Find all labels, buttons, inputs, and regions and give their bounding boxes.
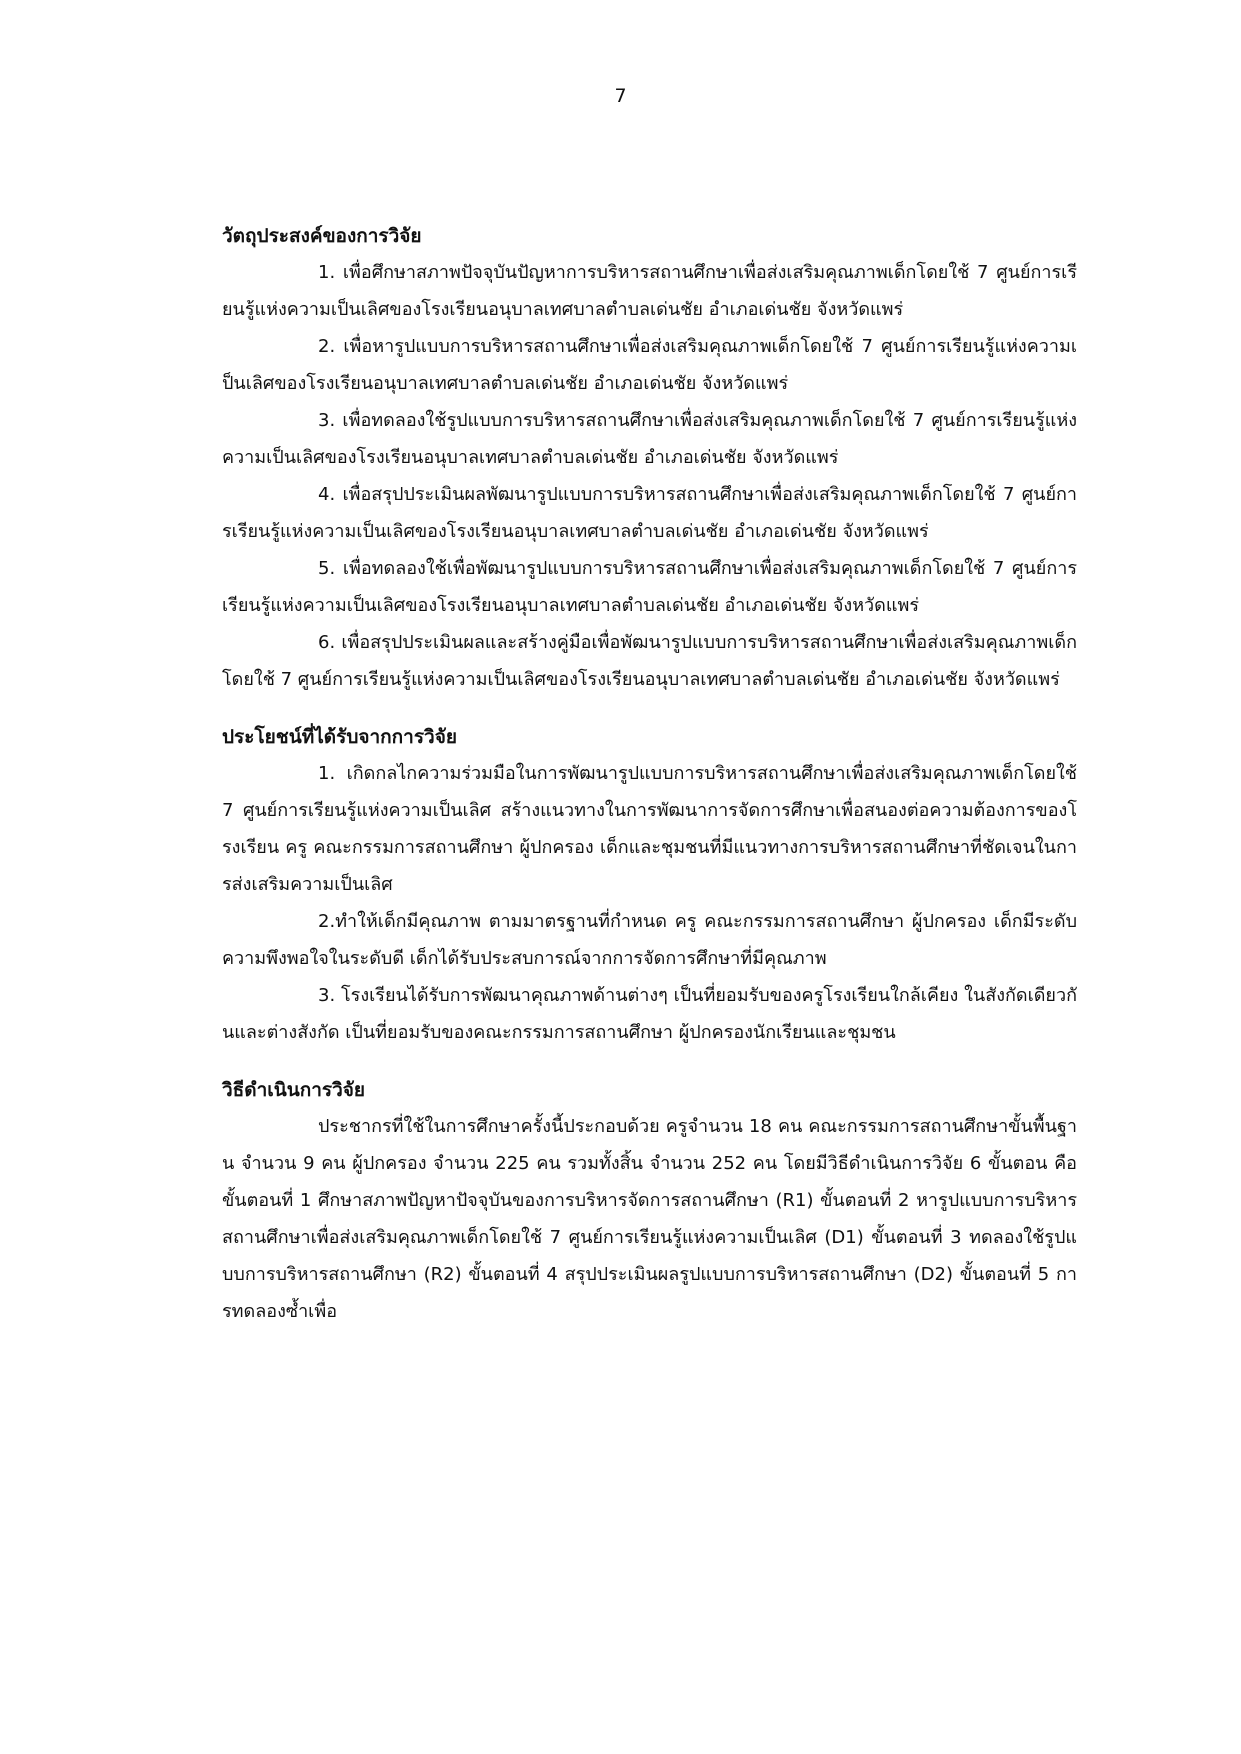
section-title: ประโยชน์ที่ได้รับจากการวิจัย	[222, 726, 457, 748]
paragraph: 1. เพื่อศึกษาสภาพปัจจุบันปัญหาการบริหารสถานศึกษาเพื่อส่งเสริมคุณภาพเด็กโดยใช้ 7 ศูนย์การเรียนรู้แห่งความเป็นเลิศของโรงเรียนอนุบาลเทศบาลตำบลเด่นชัย อำเภอเด่นชัย จังหวัดแพร่	[222, 262, 1077, 320]
page-number: 7	[614, 85, 627, 107]
section-title: วิธีดำเนินการวิจัย	[222, 1079, 366, 1101]
paragraph: 4. เพื่อสรุปประเมินผลพัฒนารูปแบบการบริหารสถานศึกษาเพื่อส่งเสริมคุณภาพเด็กโดยใช้ 7 ศูนย์การเรียนรู้แห่งความเป็นเลิศของโรงเรียนอนุบาลเทศบาลตำบลเด่นชัย อำเภอเด่นชัย จังหวัดแพร่	[222, 484, 1077, 542]
paragraph: 3. เพื่อทดลองใช้รูปแบบการบริหารสถานศึกษาเพื่อส่งเสริมคุณภาพเด็กโดยใช้ 7 ศูนย์การเรียนรู้แห่งความเป็นเลิศของโรงเรียนอนุบาลเทศบาลตำบลเด่นชัย อำเภอเด่นชัย จังหวัดแพร่	[222, 410, 1077, 468]
section-title: วัตถุประสงค์ของการวิจัย	[222, 225, 422, 247]
paragraph: 2. เพื่อหารูปแบบการบริหารสถานศึกษาเพื่อส่งเสริมคุณภาพเด็กโดยใช้ 7 ศูนย์การเรียนรู้แห่งความเป็นเลิศของโรงเรียนอนุบาลเทศบาลตำบลเด่นชัย อำเภอเด่นชัย จังหวัดแพร่	[222, 336, 1077, 394]
paragraph: 1. เกิดกลไกความร่วมมือในการพัฒนารูปแบบการบริหารสถานศึกษาเพื่อส่งเสริมคุณภาพเด็กโดยใช้ 7 ศูนย์การเรียนรู้แห่งความเป็นเลิศ สร้างแนวทางในการพัฒนาการจัดการศึกษาเพื่อสนองต่อความต้องการของโรงเรียน ครู คณะกรรมการสถานศึกษา ผู้ปกครอง เด็กและชุมชนที่มีแนวทางการบริหารสถานศึกษาที่ชัดเจนในการส่งเสริมความเป็นเลิศ	[222, 763, 1077, 895]
paragraph: 5. เพื่อทดลองใช้เพื่อพัฒนารูปแบบการบริหารสถานศึกษาเพื่อส่งเสริมคุณภาพเด็กโดยใช้ 7 ศูนย์การเรียนรู้แห่งความเป็นเลิศของโรงเรียนอนุบาลเทศบาลตำบลเด่นชัย อำเภอเด่นชัย จังหวัดแพร่	[222, 558, 1077, 616]
document-body	[222, 218, 1077, 1351]
paragraph: 6. เพื่อสรุปประเมินผลและสร้างคู่มือเพื่อพัฒนารูปแบบการบริหารสถานศึกษาเพื่อส่งเสริมคุณภาพเด็กโดยใช้ 7 ศูนย์การเรียนรู้แห่งความเป็นเลิศของโรงเรียนอนุบาลเทศบาลตำบลเด่นชัย อำเภอเด่นชัย จังหวัดแพร่	[222, 632, 1077, 690]
section-objectives	[222, 218, 1077, 698]
section-methodology	[222, 1072, 1077, 1330]
paragraph: ประชากรที่ใช้ในการศึกษาครั้งนี้ประกอบด้วย ครูจำนวน 18 คน คณะกรรมการสถานศึกษาขั้นพื้นฐาน จำนวน 9 คน ผู้ปกครอง จำนวน 225 คน รวมทั้งสิ้น จำนวน 252 คน โดยมีวิธีดำเนินการวิจัย 6 ขั้นตอน คือ ขั้นตอนที่ 1 ศึกษาสภาพปัญหาปัจจุบันของการบริหารจัดการสถานศึกษา (R1) ขั้นตอนที่ 2 หารูปแบบการบริหารสถานศึกษาเพื่อส่งเสริมคุณภาพเด็กโดยใช้ 7 ศูนย์การเรียนรู้แห่งความเป็นเลิศ (D1) ขั้นตอนที่ 3 ทดลองใช้รูปแบบการบริหารสถานศึกษา (R2) ขั้นตอนที่ 4 สรุปประเมินผลรูปแบบการบริหารสถานศึกษา (D2) ขั้นตอนที่ 5 การทดลองซ้ำเพื่อ	[222, 1116, 1077, 1322]
section-benefits	[222, 719, 1077, 1051]
paragraph: 2.ทำให้เด็กมีคุณภาพ ตามมาตรฐานที่กำหนด ครู คณะกรรมการสถานศึกษา ผู้ปกครอง เด็กมีระดับความพึงพอใจในระดับดี เด็กได้รับประสบการณ์จากการจัดการศึกษาที่มีคุณภาพ	[222, 911, 1077, 969]
paragraph: 3. โรงเรียนได้รับการพัฒนาคุณภาพด้านต่างๆ เป็นที่ยอมรับของครูโรงเรียนใกล้เคียง ในสังกัดเดียวกันและต่างสังกัด เป็นที่ยอมรับของคณะกรรมการสถานศึกษา ผู้ปกครองนักเรียนและชุมชน	[222, 985, 1077, 1043]
